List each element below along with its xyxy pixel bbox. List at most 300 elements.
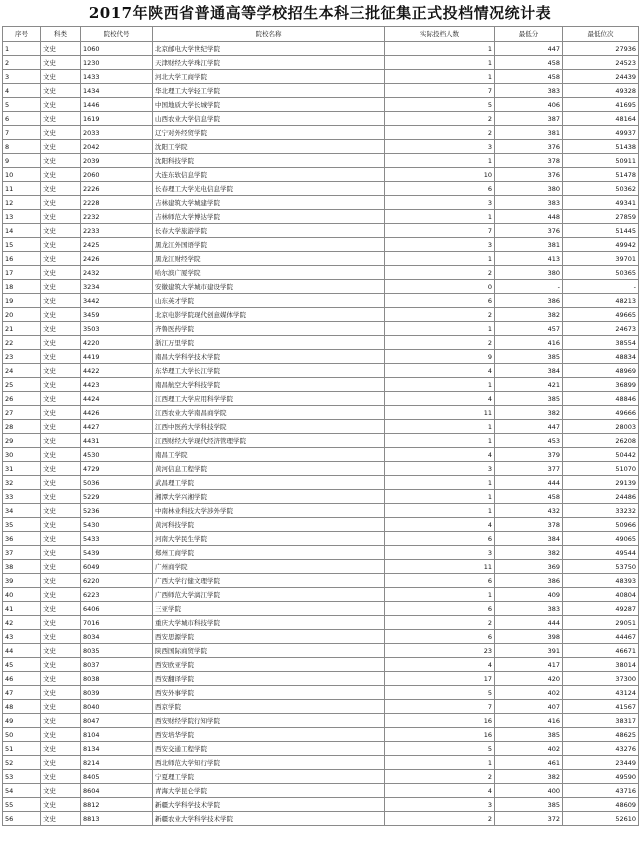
row-min-score: 413	[495, 252, 563, 266]
row-school-name: 安徽建筑大学城市建设学院	[153, 280, 385, 294]
row-admitted-count: 2	[385, 770, 495, 784]
row-min-rank: 37300	[563, 672, 639, 686]
row-admitted-count: 7	[385, 84, 495, 98]
row-min-rank: 43124	[563, 686, 639, 700]
row-min-rank: 40804	[563, 588, 639, 602]
row-category: 文史	[41, 266, 81, 280]
row-category: 文史	[41, 294, 81, 308]
row-school-code: 4423	[81, 378, 153, 392]
row-school-name: 重庆大学城市科技学院	[153, 616, 385, 630]
row-min-score: 416	[495, 336, 563, 350]
row-category: 文史	[41, 252, 81, 266]
row-admitted-count: 4	[385, 658, 495, 672]
row-admitted-count: 1	[385, 588, 495, 602]
row-index: 24	[3, 364, 41, 378]
row-min-rank: 23449	[563, 756, 639, 770]
row-index: 27	[3, 406, 41, 420]
table-row	[3, 742, 639, 756]
table-row	[3, 56, 639, 70]
row-min-rank: 24486	[563, 490, 639, 504]
row-school-code: 1434	[81, 84, 153, 98]
row-min-rank: 24523	[563, 56, 639, 70]
row-min-score: 461	[495, 756, 563, 770]
row-min-rank: 48834	[563, 350, 639, 364]
row-school-name: 沈阳科技学院	[153, 154, 385, 168]
row-school-name: 浙江万里学院	[153, 336, 385, 350]
row-school-name: 西安思源学院	[153, 630, 385, 644]
table-row	[3, 574, 639, 588]
table-row	[3, 308, 639, 322]
table-row	[3, 728, 639, 742]
row-school-code: 7016	[81, 616, 153, 630]
row-admitted-count: 4	[385, 392, 495, 406]
table-row	[3, 588, 639, 602]
row-index: 6	[3, 112, 41, 126]
row-category: 文史	[41, 518, 81, 532]
row-min-rank: 29139	[563, 476, 639, 490]
row-category: 文史	[41, 196, 81, 210]
row-category: 文史	[41, 798, 81, 812]
row-min-score: 402	[495, 686, 563, 700]
row-min-rank: 39701	[563, 252, 639, 266]
row-school-name: 西京学院	[153, 700, 385, 714]
row-admitted-count: 16	[385, 714, 495, 728]
row-category: 文史	[41, 238, 81, 252]
row-min-rank: 48969	[563, 364, 639, 378]
row-admitted-count: 1	[385, 322, 495, 336]
row-min-rank: 49665	[563, 308, 639, 322]
row-min-score: 457	[495, 322, 563, 336]
row-school-name: 吉林师范大学博达学院	[153, 210, 385, 224]
row-min-score: 416	[495, 714, 563, 728]
row-school-code: 8134	[81, 742, 153, 756]
row-category: 文史	[41, 168, 81, 182]
row-min-score: 407	[495, 700, 563, 714]
row-min-rank: 26208	[563, 434, 639, 448]
table-row	[3, 532, 639, 546]
row-index: 11	[3, 182, 41, 196]
row-category: 文史	[41, 462, 81, 476]
row-min-rank: 41695	[563, 98, 639, 112]
row-admitted-count: 4	[385, 364, 495, 378]
row-category: 文史	[41, 434, 81, 448]
table-row	[3, 154, 639, 168]
row-admitted-count: 17	[385, 672, 495, 686]
row-index: 15	[3, 238, 41, 252]
row-index: 10	[3, 168, 41, 182]
row-school-code: 8047	[81, 714, 153, 728]
row-admitted-count: 1	[385, 154, 495, 168]
row-category: 文史	[41, 476, 81, 490]
row-admitted-count: 3	[385, 196, 495, 210]
row-category: 文史	[41, 742, 81, 756]
row-category: 文史	[41, 532, 81, 546]
row-admitted-count: 3	[385, 798, 495, 812]
table-row	[3, 518, 639, 532]
row-school-code: 2233	[81, 224, 153, 238]
row-school-code: 8104	[81, 728, 153, 742]
row-school-name: 西安财经学院行知学院	[153, 714, 385, 728]
row-min-score: 444	[495, 616, 563, 630]
row-min-rank: 49065	[563, 532, 639, 546]
row-index: 31	[3, 462, 41, 476]
row-category: 文史	[41, 504, 81, 518]
row-school-code: 8813	[81, 812, 153, 826]
row-school-code: 8040	[81, 700, 153, 714]
row-school-code: 5439	[81, 546, 153, 560]
row-index: 55	[3, 798, 41, 812]
row-admitted-count: 1	[385, 756, 495, 770]
row-school-name: 湘潭大学兴湘学院	[153, 490, 385, 504]
row-min-score: 444	[495, 476, 563, 490]
row-school-name: 江西中医药大学科技学院	[153, 420, 385, 434]
page-title: 2017年陕西省普通高等学校招生本科三批征集正式投档情况统计表	[88, 4, 552, 22]
row-school-code: 6049	[81, 560, 153, 574]
row-school-name: 西北师范大学知行学院	[153, 756, 385, 770]
row-school-name: 武昌理工学院	[153, 476, 385, 490]
row-category: 文史	[41, 224, 81, 238]
row-category: 文史	[41, 490, 81, 504]
row-school-code: 3503	[81, 322, 153, 336]
row-school-code: 8037	[81, 658, 153, 672]
row-school-name: 中国地质大学长城学院	[153, 98, 385, 112]
table-row	[3, 392, 639, 406]
table-row	[3, 434, 639, 448]
table-row	[3, 378, 639, 392]
row-school-code: 3459	[81, 308, 153, 322]
row-school-name: 北京电影学院现代创意媒体学院	[153, 308, 385, 322]
row-min-score: 385	[495, 728, 563, 742]
table-row	[3, 630, 639, 644]
row-index: 26	[3, 392, 41, 406]
row-category: 文史	[41, 406, 81, 420]
row-min-rank: 53750	[563, 560, 639, 574]
row-min-score: 447	[495, 42, 563, 56]
row-category: 文史	[41, 812, 81, 826]
row-school-name: 江西理工大学应用科学学院	[153, 392, 385, 406]
table-row	[3, 448, 639, 462]
table-row	[3, 210, 639, 224]
row-min-rank: 52610	[563, 812, 639, 826]
row-school-code: 6223	[81, 588, 153, 602]
row-admitted-count: 10	[385, 168, 495, 182]
row-min-score: 385	[495, 798, 563, 812]
row-admitted-count: 6	[385, 630, 495, 644]
row-admitted-count: 1	[385, 70, 495, 84]
row-min-rank: 48625	[563, 728, 639, 742]
row-index: 36	[3, 532, 41, 546]
row-category: 文史	[41, 770, 81, 784]
header-index: 序号	[3, 27, 41, 42]
row-min-score: 378	[495, 154, 563, 168]
row-category: 文史	[41, 378, 81, 392]
row-school-code: 4419	[81, 350, 153, 364]
row-category: 文史	[41, 644, 81, 658]
row-category: 文史	[41, 728, 81, 742]
table-row	[3, 546, 639, 560]
row-school-code: 2432	[81, 266, 153, 280]
table-row	[3, 672, 639, 686]
row-category: 文史	[41, 308, 81, 322]
row-index: 16	[3, 252, 41, 266]
row-min-rank: 51478	[563, 168, 639, 182]
row-school-code: 4431	[81, 434, 153, 448]
row-admitted-count: 6	[385, 602, 495, 616]
table-row	[3, 182, 639, 196]
row-index: 20	[3, 308, 41, 322]
table-row	[3, 350, 639, 364]
row-min-score: 447	[495, 420, 563, 434]
row-category: 文史	[41, 154, 81, 168]
row-index: 52	[3, 756, 41, 770]
row-min-score: 385	[495, 350, 563, 364]
header-min-rank: 最低位次	[563, 27, 639, 42]
row-min-rank: 24439	[563, 70, 639, 84]
row-min-rank: 36899	[563, 378, 639, 392]
table-row	[3, 252, 639, 266]
row-admitted-count: 2	[385, 266, 495, 280]
row-admitted-count: 1	[385, 504, 495, 518]
row-min-score: 379	[495, 448, 563, 462]
row-index: 5	[3, 98, 41, 112]
row-index: 2	[3, 56, 41, 70]
row-admitted-count: 6	[385, 574, 495, 588]
row-min-rank: 50365	[563, 266, 639, 280]
row-index: 51	[3, 742, 41, 756]
row-index: 48	[3, 700, 41, 714]
row-admitted-count: 2	[385, 126, 495, 140]
row-min-rank: 38317	[563, 714, 639, 728]
row-admitted-count: 6	[385, 182, 495, 196]
row-min-rank: 49937	[563, 126, 639, 140]
row-school-code: 4220	[81, 336, 153, 350]
row-admitted-count: 2	[385, 812, 495, 826]
row-school-name: 广州商学院	[153, 560, 385, 574]
row-min-rank: 48164	[563, 112, 639, 126]
row-min-score: 391	[495, 644, 563, 658]
table-row	[3, 756, 639, 770]
row-category: 文史	[41, 280, 81, 294]
table-row	[3, 490, 639, 504]
row-min-score: 406	[495, 98, 563, 112]
row-school-name: 江西农业大学南昌商学院	[153, 406, 385, 420]
row-school-code: 8405	[81, 770, 153, 784]
row-category: 文史	[41, 672, 81, 686]
row-category: 文史	[41, 364, 81, 378]
row-category: 文史	[41, 616, 81, 630]
row-category: 文史	[41, 98, 81, 112]
table-row	[3, 168, 639, 182]
row-category: 文史	[41, 700, 81, 714]
row-min-score: 382	[495, 546, 563, 560]
row-min-score: 398	[495, 630, 563, 644]
row-school-name: 北京邮电大学世纪学院	[153, 42, 385, 56]
row-school-name: 河北大学工商学院	[153, 70, 385, 84]
table-row	[3, 322, 639, 336]
table-row	[3, 406, 639, 420]
row-index: 18	[3, 280, 41, 294]
row-min-score: 385	[495, 392, 563, 406]
row-school-name: 吉林建筑大学城建学院	[153, 196, 385, 210]
row-index: 56	[3, 812, 41, 826]
row-school-name: 黑龙江财经学院	[153, 252, 385, 266]
row-min-score: 378	[495, 518, 563, 532]
row-min-score: 386	[495, 574, 563, 588]
row-index: 28	[3, 420, 41, 434]
row-index: 3	[3, 70, 41, 84]
row-min-rank: 48609	[563, 798, 639, 812]
table-row	[3, 462, 639, 476]
row-index: 9	[3, 154, 41, 168]
row-school-name: 华北理工大学轻工学院	[153, 84, 385, 98]
row-category: 文史	[41, 322, 81, 336]
row-school-code: 5236	[81, 504, 153, 518]
row-school-name: 长春理工大学光电信息学院	[153, 182, 385, 196]
table-row	[3, 280, 639, 294]
row-min-rank: 50966	[563, 518, 639, 532]
row-min-score: 453	[495, 434, 563, 448]
row-school-name: 陕西国际商贸学院	[153, 644, 385, 658]
row-school-name: 西安培华学院	[153, 728, 385, 742]
row-category: 文史	[41, 686, 81, 700]
row-min-rank: 51445	[563, 224, 639, 238]
row-category: 文史	[41, 126, 81, 140]
header-school-code: 院校代号	[81, 27, 153, 42]
row-min-rank: 51438	[563, 140, 639, 154]
row-index: 37	[3, 546, 41, 560]
row-min-score: 376	[495, 168, 563, 182]
row-admitted-count: 5	[385, 686, 495, 700]
row-index: 19	[3, 294, 41, 308]
row-school-code: 2426	[81, 252, 153, 266]
row-school-name: 天津财经大学珠江学院	[153, 56, 385, 70]
row-index: 1	[3, 42, 41, 56]
row-school-name: 东华理工大学长江学院	[153, 364, 385, 378]
row-category: 文史	[41, 448, 81, 462]
row-min-score: 383	[495, 196, 563, 210]
row-category: 文史	[41, 546, 81, 560]
row-school-code: 8034	[81, 630, 153, 644]
table-row	[3, 266, 639, 280]
row-category: 文史	[41, 112, 81, 126]
row-min-rank: 38554	[563, 336, 639, 350]
row-index: 23	[3, 350, 41, 364]
row-min-score: 420	[495, 672, 563, 686]
row-min-score: 381	[495, 238, 563, 252]
row-min-rank: 49341	[563, 196, 639, 210]
row-min-score: 402	[495, 742, 563, 756]
row-min-score: 458	[495, 70, 563, 84]
row-school-name: 西安交通工程学院	[153, 742, 385, 756]
row-school-name: 辽宁对外经贸学院	[153, 126, 385, 140]
row-admitted-count: 1	[385, 476, 495, 490]
row-category: 文史	[41, 42, 81, 56]
row-index: 50	[3, 728, 41, 742]
row-category: 文史	[41, 182, 81, 196]
row-school-code: 2232	[81, 210, 153, 224]
row-admitted-count: 11	[385, 560, 495, 574]
row-min-rank: 44467	[563, 630, 639, 644]
row-index: 13	[3, 210, 41, 224]
row-min-rank: 46671	[563, 644, 639, 658]
row-school-code: 5430	[81, 518, 153, 532]
row-school-code: 1619	[81, 112, 153, 126]
table-row	[3, 336, 639, 350]
row-min-rank: 50442	[563, 448, 639, 462]
row-category: 文史	[41, 56, 81, 70]
table-row	[3, 476, 639, 490]
row-min-score: 432	[495, 504, 563, 518]
row-admitted-count: 4	[385, 518, 495, 532]
row-school-name: 西安欧亚学院	[153, 658, 385, 672]
row-min-rank: 49544	[563, 546, 639, 560]
row-school-code: 4427	[81, 420, 153, 434]
row-min-score: 417	[495, 658, 563, 672]
row-index: 14	[3, 224, 41, 238]
row-index: 12	[3, 196, 41, 210]
row-index: 54	[3, 784, 41, 798]
row-school-code: 5433	[81, 532, 153, 546]
row-category: 文史	[41, 602, 81, 616]
row-admitted-count: 11	[385, 406, 495, 420]
row-min-rank: 27859	[563, 210, 639, 224]
table-row	[3, 420, 639, 434]
row-school-name: 中南林业科技大学涉外学院	[153, 504, 385, 518]
row-index: 7	[3, 126, 41, 140]
row-min-score: 384	[495, 364, 563, 378]
row-category: 文史	[41, 588, 81, 602]
row-min-score: 377	[495, 462, 563, 476]
row-school-name: 山西农业大学信息学院	[153, 112, 385, 126]
row-school-name: 黄河信息工程学院	[153, 462, 385, 476]
row-index: 47	[3, 686, 41, 700]
row-admitted-count: 2	[385, 112, 495, 126]
row-school-name: 河南大学民生学院	[153, 532, 385, 546]
row-min-rank: 49590	[563, 770, 639, 784]
row-min-rank: 48393	[563, 574, 639, 588]
row-school-code: 6220	[81, 574, 153, 588]
header-min-score: 最低分	[495, 27, 563, 42]
row-admitted-count: 16	[385, 728, 495, 742]
row-category: 文史	[41, 210, 81, 224]
row-school-name: 长春大学旅游学院	[153, 224, 385, 238]
admission-table	[2, 26, 639, 826]
table-row	[3, 798, 639, 812]
table-row	[3, 196, 639, 210]
row-index: 43	[3, 630, 41, 644]
row-admitted-count: 9	[385, 350, 495, 364]
table-row	[3, 294, 639, 308]
row-school-name: 大连东软信息学院	[153, 168, 385, 182]
row-min-rank: 50362	[563, 182, 639, 196]
row-category: 文史	[41, 784, 81, 798]
row-min-rank: 43716	[563, 784, 639, 798]
row-min-rank: 51070	[563, 462, 639, 476]
row-admitted-count: 7	[385, 700, 495, 714]
row-min-score: 382	[495, 308, 563, 322]
row-admitted-count: 0	[385, 280, 495, 294]
row-school-name: 哈尔滨广厦学院	[153, 266, 385, 280]
row-index: 46	[3, 672, 41, 686]
row-school-name: 新疆农业大学科学技术学院	[153, 812, 385, 826]
row-index: 53	[3, 770, 41, 784]
row-school-code: 2425	[81, 238, 153, 252]
row-admitted-count: 7	[385, 224, 495, 238]
row-school-code: 8604	[81, 784, 153, 798]
row-school-code: 4424	[81, 392, 153, 406]
row-school-name: 沈阳工学院	[153, 140, 385, 154]
row-category: 文史	[41, 84, 81, 98]
